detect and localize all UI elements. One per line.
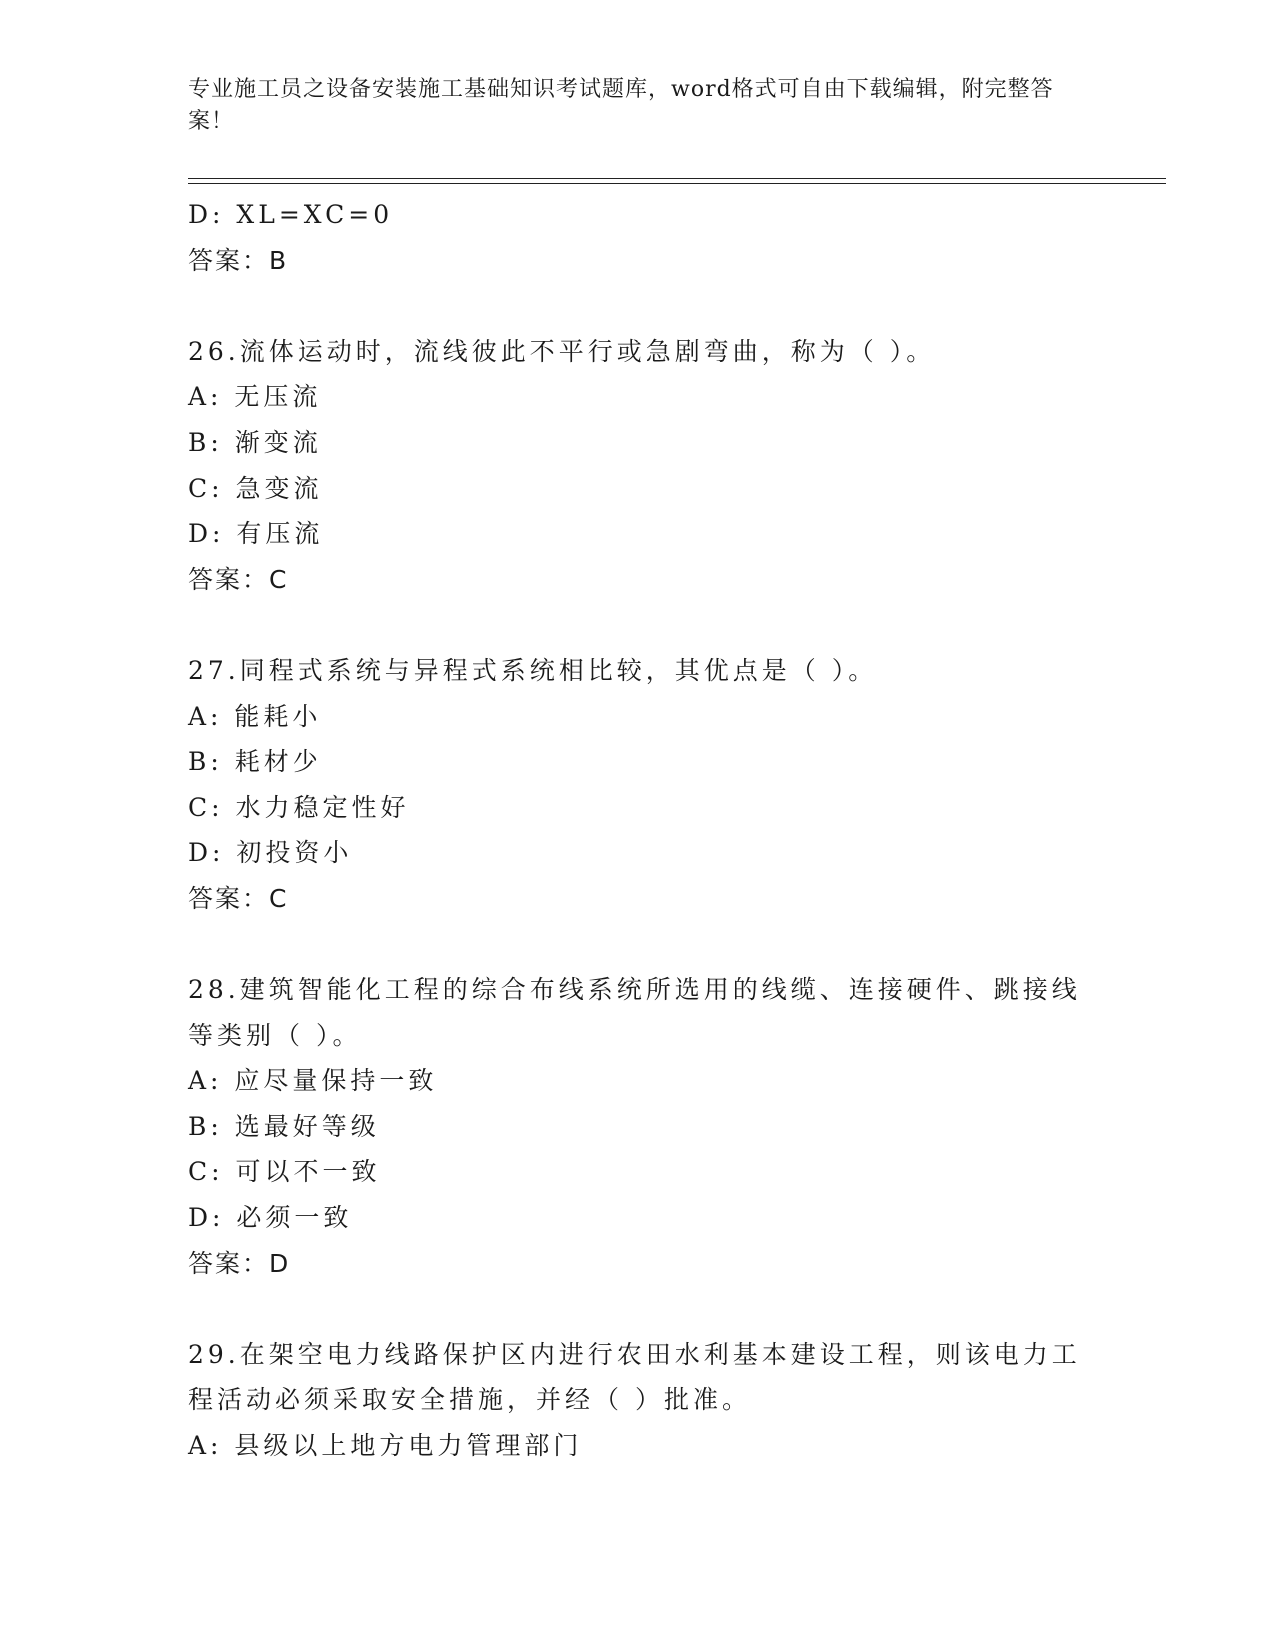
option-d: D: 初投资小 (188, 838, 353, 868)
option-d: D: XL=XC=0 (188, 200, 394, 229)
answer: 答案：B (188, 245, 289, 275)
question-title-line1: 29.在架空电力线路保护区内进行农田水利基本建设工程，则该电力工 (188, 1339, 1081, 1369)
question-title-line1: 28.建筑智能化工程的综合布线系统所选用的线缆、连接硬件、跳接线 (188, 975, 1081, 1005)
answer: 答案：D (188, 1248, 291, 1278)
option-b: B: 耗材少 (188, 747, 322, 777)
option-d: D: 必须一致 (188, 1203, 353, 1233)
question-title: 26.流体运动时，流线彼此不平行或急剧弯曲，称为（ ）。 (188, 336, 936, 366)
answer: 答案：C (188, 883, 289, 913)
header-divider-top (188, 178, 1166, 179)
question-title-line2: 等类别（ ）。 (188, 1020, 362, 1050)
option-b: B: 选最好等级 (188, 1111, 380, 1141)
option-c: C: 急变流 (188, 473, 323, 503)
option-a: A: 能耗小 (188, 701, 322, 731)
option-a: A: 无压流 (188, 382, 322, 412)
document-header: 专业施工员之设备安装施工基础知识考试题库，word格式可自由下载编辑，附完整答案！ (188, 77, 1054, 134)
option-c: C: 可以不一致 (188, 1157, 381, 1187)
question-list (188, 192, 1088, 1469)
question-title: 27.同程式系统与异程式系统相比较，其优点是（ ）。 (188, 655, 878, 685)
option-a: A: 应尽量保持一致 (188, 1066, 438, 1096)
header-divider-bottom (188, 183, 1166, 184)
option-a: A: 县级以上地方电力管理部门 (188, 1431, 583, 1461)
question-title-line2: 程活动必须采取安全措施，并经（ ）批准。 (188, 1385, 751, 1415)
answer: 答案：C (188, 564, 289, 594)
option-b: B: 渐变流 (188, 427, 322, 457)
option-d: D: 有压流 (188, 519, 324, 549)
option-c: C: 水力稳定性好 (188, 792, 410, 822)
